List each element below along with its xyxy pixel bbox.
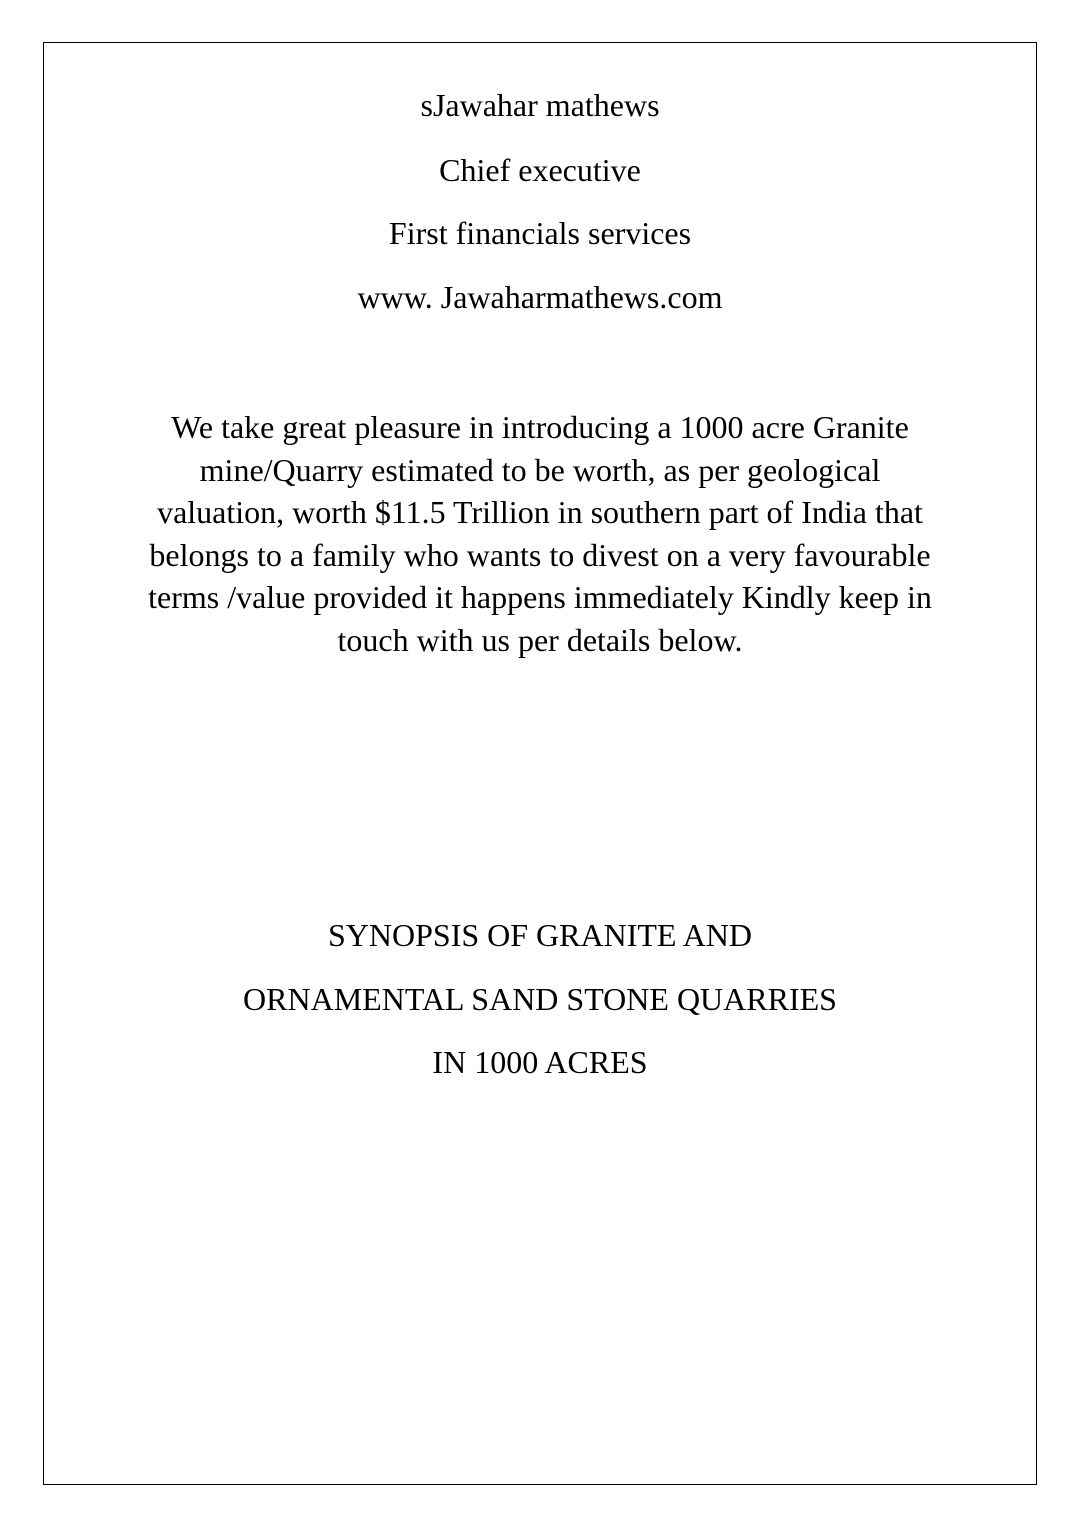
synopsis-heading-line-2: ORNAMENTAL SAND STONE QUARRIES [243,981,837,1017]
sender-name: sJawahar mathews [420,87,660,123]
sender-title: Chief executive [439,152,641,188]
intro-paragraph: We take great pleasure in introducing a 1000 acre Granite mine/Quarry estimated to be worth, as per geological valuation, worth $11.5 Trillion in southern part of India that belongs to a family who wants to divest on a very favourable terms /value provided it happens immediately Kindly keep in touch with us per details below. [148,409,932,658]
company-name: First financials services [388,215,692,251]
website-link[interactable]: www. Jawaharmathews.com [357,279,723,315]
synopsis-heading-line-3: IN 1000 ACRES [432,1044,648,1080]
page-border [43,42,1037,1485]
synopsis-heading-line-1: SYNOPSIS OF GRANITE AND [327,917,753,953]
